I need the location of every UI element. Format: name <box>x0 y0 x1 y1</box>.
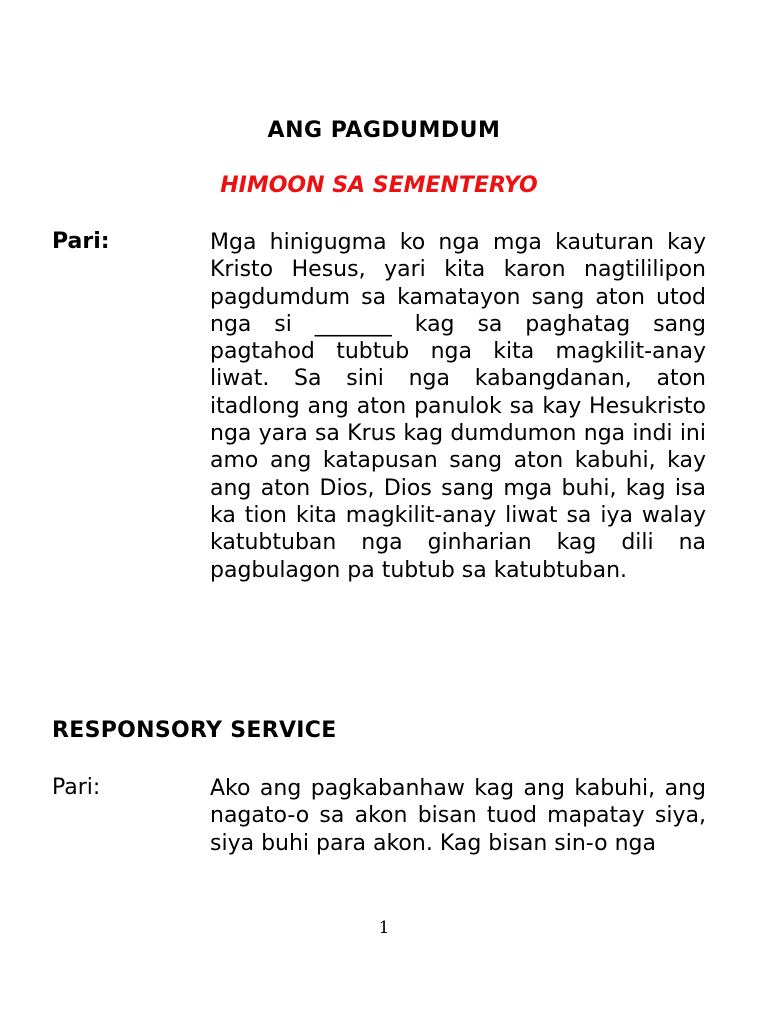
page-number: 1 <box>378 918 390 938</box>
opening-paragraph: Mga hinigugma ko nga mga kauturan kay Kristo Hesus, yari kita karon nagtililipon pagdumdum sa kamatayon sang aton utod nga si _______ kag sa paghatag sang pagtahod tubtub nga kita magkilit-anay liwat. Sa sini nga kabangdanan, aton itadlong ang aton panulok sa kay Hesukristo nga yara sa Krus kag dumdumon nga indi ini amo ang katapusan sang aton kabuhi, kay ang aton Dios, Dios sang mga buhi, kag isa ka tion kita magkilit-anay liwat sa iya walay katubtuban nga ginharian kag dili na pagbulagon pa tubtub sa katubtuban. <box>210 230 706 583</box>
speaker-label-responsory: Pari: <box>52 775 101 800</box>
speaker-label: Pari: <box>52 229 110 254</box>
document-subtitle: HIMOON SA SEMENTERYO <box>220 173 538 198</box>
section-heading: RESPONSORY SERVICE <box>52 718 337 743</box>
responsory-paragraph: Ako ang pagkabanhaw kag ang kabuhi, ang nagato-o sa akon bisan tuod mapatay siya, siya buhi para akon. Kag bisan sin-o nga <box>210 776 706 856</box>
document-title: ANG PAGDUMDUM <box>267 118 501 143</box>
